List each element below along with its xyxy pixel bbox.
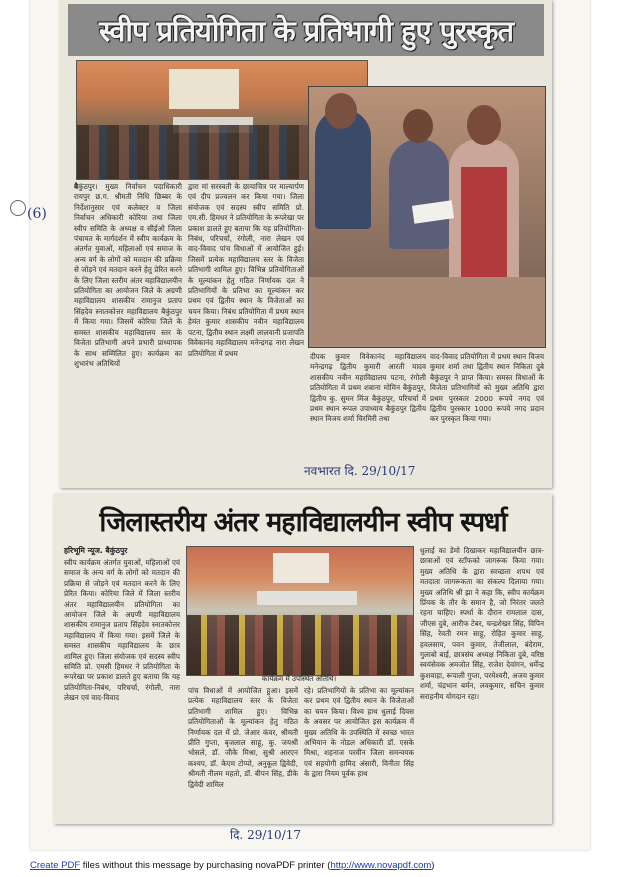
newspaper-clipping-1 [60, 0, 552, 488]
newspaper-clipping-2 [54, 494, 552, 824]
clipping-1-column-1: बैकुंठपुर। मुख्य निर्वाचन पदाधिकारी रायपुर छ.ग. श्रीमती निधि छिब्बर के निर्देशानुसार एवं कलेक्टर व जिला निर्वाचन अधिकारी कोरिया तथा जिला स्वीप समिति के अध्यक्ष व सीईओ जिला पंचायत के मार्गदर्शन में स्वीप कार्यक्रम के अंतर्गत युवाओं, महिलाओं एवं समाज के अन्य वर्ग के लोगों को मतदान की प्रक्रिया से जोड़ने एवं मतदान करने हेतु प्रेरित करने के लिए जिला स्तरीय अंतर महाविद्यालयीन प्रतियोगिता का आयोजन जिले के अग्रणी महाविद्यालय शासकीय रामानुज प्रताप सिंहदेव स्नातकोत्तर महाविद्यालय बैकुंठपुर में किया गया। जिसमें कोरिया जिले के समस्त शासकीय महाविद्यालय स्तर के विजेता प्रतिभागी अपने प्रभारी प्राध्यापक के साथ सम्मिलित हुए। कार्यक्रम का शुभारंभ अतिथियों [74, 182, 182, 368]
clipping-1-column-3: दीपक कुमार विवेकानंद महाविद्यालय मनेन्द्रगढ़ द्वितीय कुमारी आरती यादव शासकीय नवीन महाविद्यालय पटना, रंगोली प्रतियोगिता में प्रथम शबाना मोमिन बैकुंठपुर, द्वितीय कु. सुमन मिंज बैकुंठपुर, परिचर्चा में प्रथम स्थान रूपल उपाध्याय बैकुंठपुर द्वितीय स्थान विजय शर्मा चिरमिरी तथा [310, 352, 426, 424]
clipping-2-column-4: धुलाई का डेमो दिखाकर महाविद्यालयीन छात्र-छात्राओं एवं स्टॉफको जागरूक किया गया। मुख्य अतिथि के द्वारा स्वच्छता शपथ एवं मतदाता जागरूकता का संकल्प दिलाया गया। मुख्य अतिथि श्री झा ने कहा कि, स्वीप कार्यक्रम प्रिंयक के तौर के समान है, जो निरंतर जलते रहना चाहिए। स्पर्धा के दौरान रामलाल दास, जीएस दुबे, आरीफ टेबर, चन्द्रशेखर सिंह, विपिन सिंह, रेवती रमन साहू, रोहित कुमार साहू, हवलसाय, पवन कुमार, तेजीलाल, बंदेराम, गुलाबो बाई, छात्रसंघ अध्यक्ष निकिता दुबे, वरिष्ठ स्वयंसेवक अमजोत सिंह, राजेश देवांगन, धर्मेन्द्र कुशवाहा, रूपाली गुप्ता, परमेश्वरी, अजय कुमार शर्मा, चंद्रभान बर्मन, लवकुमार, सचिन कुमार सराहनीय योगदान रहा। [420, 546, 544, 701]
clipping-1-handwritten-date: नवभारत दि. 29/10/17 [304, 464, 416, 478]
clipping-2-column-1: स्वीप कार्यक्रम अंतर्गत युवाओं, महिलाओं एवं समाज के अन्य वर्ग के लोगों को मतदान की प्रक्रिया से जोड़ने एवं मतदान करने के लिए प्रेरित किया। कोरिया जिले में जिला स्तरीय अंतर महाविद्यालयीन प्रतियोगिता का आयोजन जिले के अग्रणी महाविद्यालय शासकीय रामानुज प्रताप सिंहदेव स्नातकोत्तर महाविद्यालय में किया गया। इसमें जिले के समस्त शासकीय महाविद्यालय के छात्र शामिल हुए। जिला संयोजक एवं सदस्य स्वीप समिति प्रो. एमसी हिमधर ने प्रतियोगिता के रूपरेखा पर प्रकाश डालते हुए बताया कि यह प्रतियोगिता-निबंध, परिचर्चा, रंगोली, नारा लेखन एवं वाद-विवाद [64, 558, 180, 703]
clipping-2-byline: हरिभूमि न्यूज. बैकुंठपुर [64, 546, 128, 555]
novapdf-url-link[interactable]: http://www.novapdf.com [330, 860, 432, 871]
create-pdf-link[interactable]: Create PDF [30, 860, 81, 871]
clipping-1-photo-award [308, 86, 546, 348]
clipping-2-column-3: रहे। प्रतिभागियों के प्रतिभा का मूल्यांकन कर प्रथम एवं द्वितीय स्थान के विजेताओं का चयन किया। विश्व हाथ धुलाई दिवस के अवसर पर आयोजित इस कार्यक्रम में मुख्य अतिथि के उपस्थिति में स्वच्छ भारत अभियान के नोडल अधिकारी डॉ. एसके मिश्रा, शहनाज परवीन जिला समन्वयक एवं सहयोगी हामिद अंसारी, विनीता सिंह के द्वारा नियम पूर्वक हाथ [304, 686, 414, 779]
footer-text-end: ) [431, 860, 435, 871]
clipping-1-column-4: वाद-विवाद प्रतियोगिता में प्रथम स्थान विजय कुमार शर्मा तथा द्वितीय स्थान निकिता दुबे बैकुंठपुर ने प्राप्त किया। समस्त विधाओं के विजेता प्रतिभागियों को मुख्य अतिथि द्वारा प्रथम पुरस्कार 2000 रूपये नगद एवं द्वितीय पुरस्कार 1000 रूपये नगद प्रदान कर पुरस्कृत किया गया। [430, 352, 544, 424]
margin-page-mark: (6) [27, 206, 47, 222]
clipping-2-photo [186, 546, 414, 676]
punch-hole [10, 200, 26, 216]
clipping-2-photo-caption: कार्यक्रम में उपस्थित अतिथि। [261, 674, 337, 683]
clipping-1-column-2: द्वारा मां सरस्वती के छायाचित्र पर माल्यार्पण एवं दीप प्रज्वलन कर किया गया। जिला संयोजक एवं सदस्य स्वीप समिति प्रो. एम.सी. हिमधर ने प्रतियोगिता के रूपरेखा पर प्रकाश डालते हुए बताया कि यह प्रतियोगिता-निबंध, परिचर्चा, रंगोली, नारा लेखन एवं वाद-विवाद पांच विधाओं में आयोजित हुई। जिसमें प्रत्येक महाविद्यालय स्तर के विजेता प्रतिभागी शामिल हुए। विभिन्न प्रतियोगिताओं के मूल्यांकन हेतु गठित निर्णायक दल ने प्रतिभागियों के प्रतिभा का मूल्यांकन कर प्रथम एवं द्वितीय स्थान के विजेताओं का चयन किया। निबंध प्रतियोगिता में प्रथम स्थान हेमंत कुमार शासकीय नवीन महाविद्यालय पटना, द्वितीय स्थान लक्ष्मी लालवानी प्रजापति विवेकानंद महाविद्यालय मनेन्द्रगढ़ नारा लेखन प्रतियोगिता में प्रथम [188, 182, 304, 358]
clipping-2-headline: जिलास्तरीय अंतर महाविद्यालयीन स्वीप स्पर्धा [99, 506, 507, 538]
clipping-2-column-2: पांच विधाओं में आयोजित हुआ। इसमें प्रत्येक महाविद्यालय स्तर के विजेता प्रतिभागी शामिल हुए। विभिन्न प्रतियोगिताओं के मूल्यांकन हेतु गठित निर्णायक दल में प्रो. जेआर कंवर, श्रीमती प्रीति गुप्ता, बृजलाल साहू, कु. जयश्री भोसले, डॉ. जीके मिश्रा, सुश्री आरएन कश्यप, डॉ. केएम टोप्पो, अनुकूल द्विवेदी, श्रीमती नीलम महतो, डॉ. बीपन सिंह, डीके द्विवेदी शामिल [188, 686, 298, 789]
footer-text: files without this message by purchasing novaPDF printer ( [80, 860, 331, 871]
pdf-footer-notice [30, 860, 434, 871]
clipping-1-headline: स्वीप प्रतियोगिता के प्रतिभागी हुए पुरस्कृत [68, 4, 544, 56]
clipping-2-handwritten-date: दि. 29/10/17 [230, 828, 302, 842]
